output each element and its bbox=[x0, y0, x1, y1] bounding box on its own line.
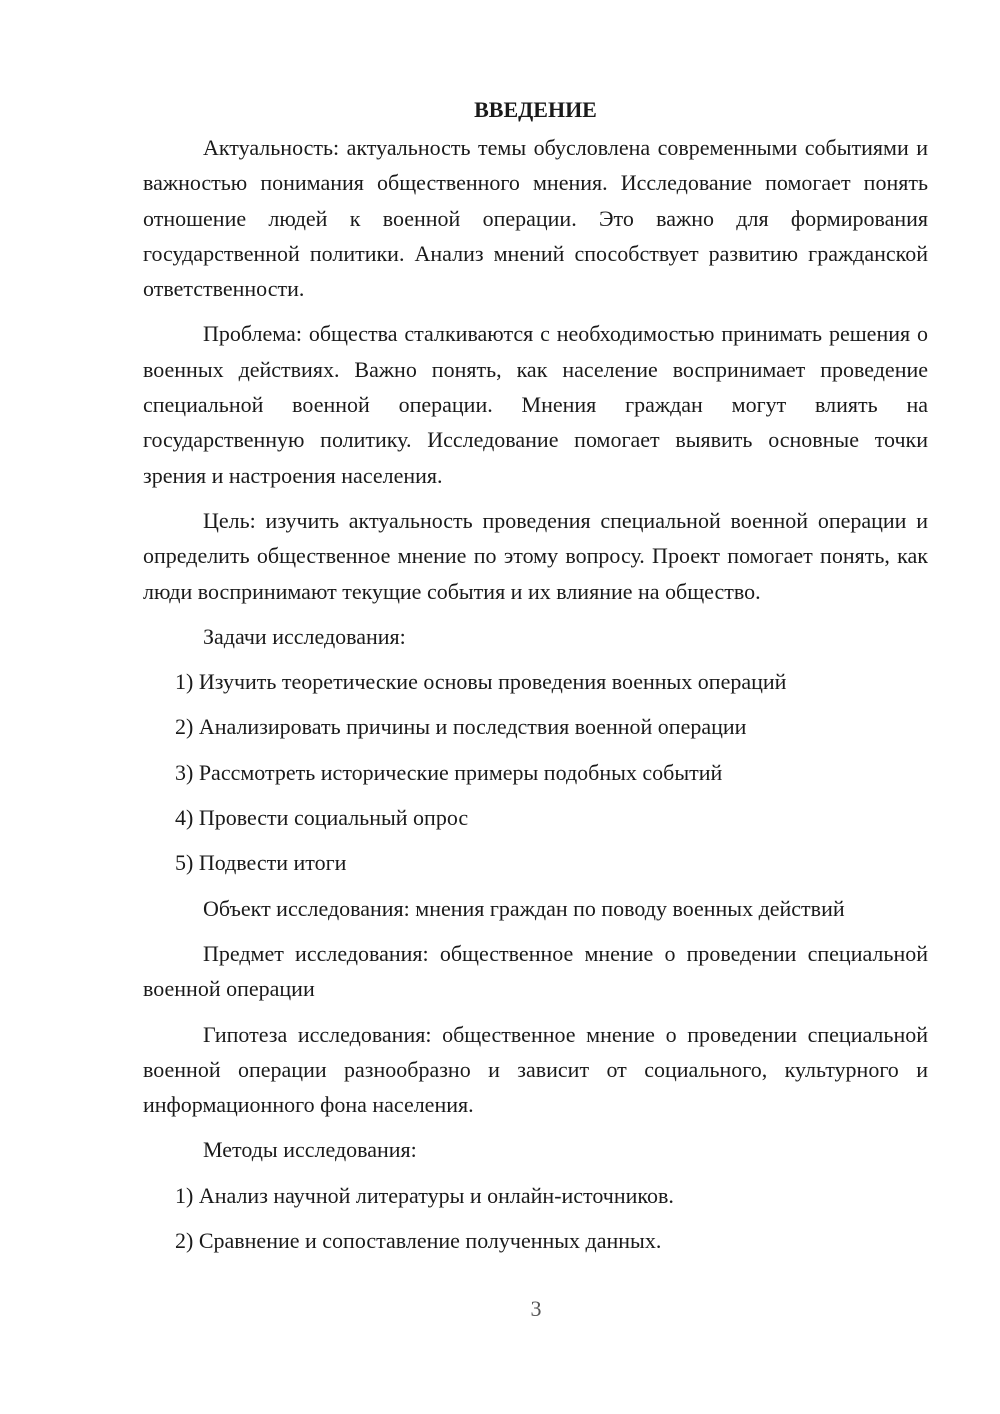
page-content bbox=[143, 92, 928, 1268]
methods-list bbox=[143, 1178, 928, 1259]
tasks-list bbox=[143, 664, 928, 880]
hypothesis-paragraph: Гипотеза исследования: общественное мнение о проведении специальной военной операции разнообразно и зависит от социального, культурного и информационного фона населения. bbox=[143, 1021, 928, 1118]
object-paragraph: Объект исследования: мнения граждан по поводу военных действий bbox=[203, 895, 845, 921]
task-item: 1) Изучить теоретические основы проведения военных операций bbox=[175, 669, 787, 695]
task-item: 5) Подвести итоги bbox=[175, 850, 347, 876]
goal-paragraph: Цель: изучить актуальность проведения специальной военной операции и определить общественное мнение по этому вопросу. Проект помогает понять, как люди воспринимают текущие события и их влияние на общество. bbox=[143, 507, 928, 604]
task-item: 2) Анализировать причины и последствия военной операции bbox=[175, 714, 747, 740]
tasks-heading: Задачи исследования: bbox=[203, 623, 406, 649]
page-title: ВВЕДЕНИЕ bbox=[474, 97, 597, 122]
subject-paragraph: Предмет исследования: общественное мнение о проведении специальной военной операции bbox=[143, 940, 928, 1002]
methods-heading: Методы исследования: bbox=[203, 1137, 417, 1163]
method-item: 2) Сравнение и сопоставление полученных данных. bbox=[175, 1228, 662, 1254]
problem-paragraph: Проблема: общества сталкиваются с необходимостью принимать решения о военных действиях. Важно понять, как население воспринимает проведение специальной военной операции. Мнения граждан могут влиять на государственную политику. Исследование помогает выявить основные точки зрения и настроения населения. bbox=[143, 321, 928, 488]
method-item: 1) Анализ научной литературы и онлайн-источников. bbox=[175, 1182, 674, 1208]
task-item: 4) Провести социальный опрос bbox=[175, 805, 469, 831]
page-number: 3 bbox=[530, 1296, 542, 1321]
task-item: 3) Рассмотреть исторические примеры подобных событий bbox=[175, 759, 723, 785]
relevance-paragraph: Актуальность: актуальность темы обусловлена современными событиями и важностью понимания общественного мнения. Исследование помогает понять отношение людей к военной операции. Это важно для формирования государственной политики. Анализ мнений способствует развитию гражданской ответственности. bbox=[143, 135, 928, 302]
